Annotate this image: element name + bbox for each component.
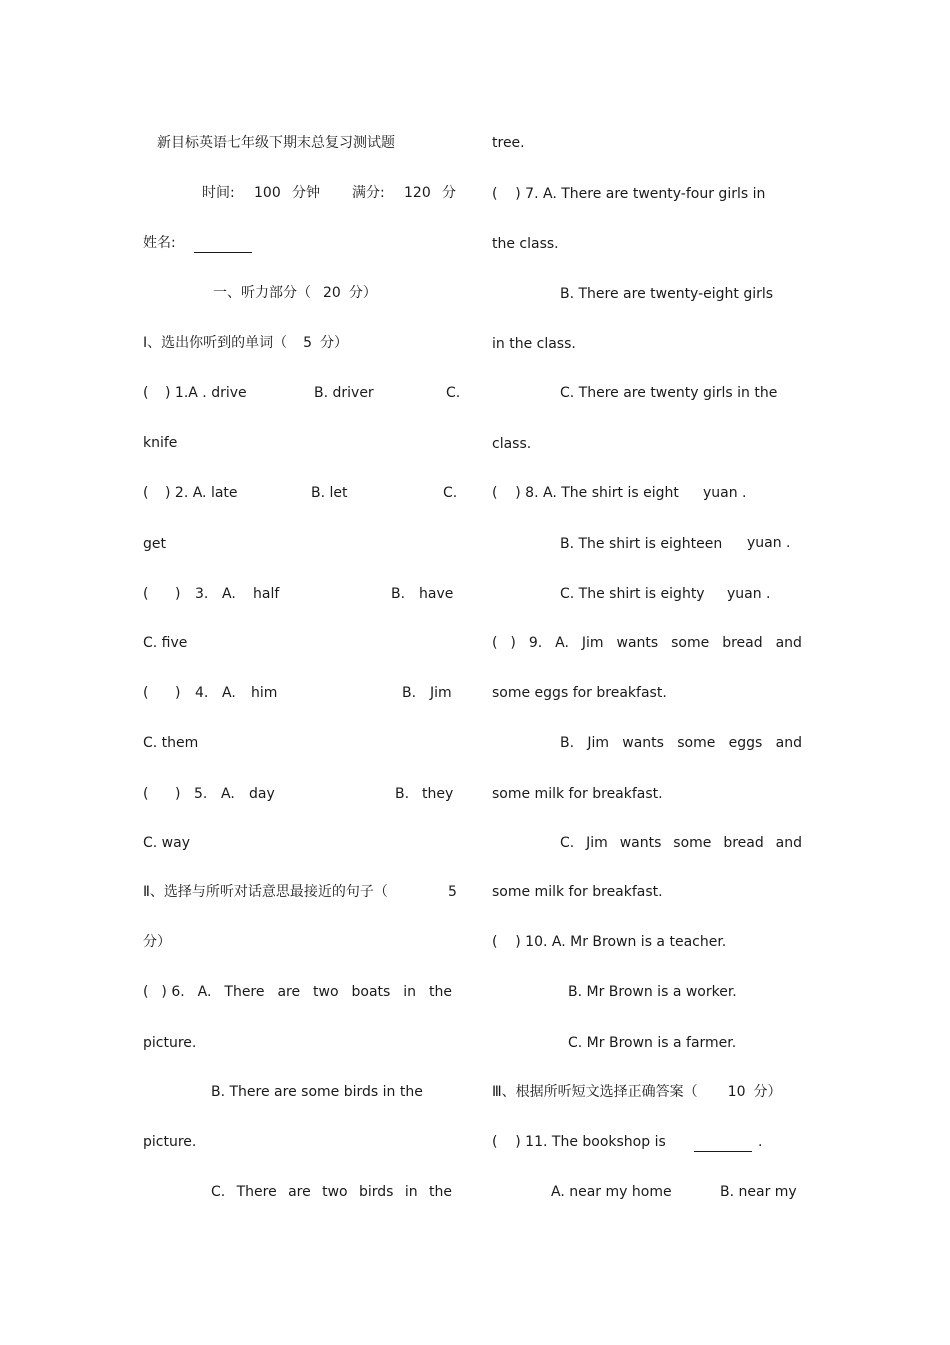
- q8-option-b: B. The shirt is eighteen: [560, 536, 723, 552]
- q3-a-word: half: [253, 586, 280, 602]
- q6-word: A.: [197, 984, 212, 1000]
- q5-num: 5.: [194, 786, 208, 802]
- q11-stem: ( ) 11. The bookshop is: [492, 1134, 666, 1150]
- q9-word: some: [677, 735, 716, 751]
- q11-answer-blank[interactable]: [694, 1133, 752, 1152]
- q8-option-c-yuan: yuan .: [727, 586, 771, 602]
- q6-word: are: [277, 984, 301, 1000]
- q6-word: the: [429, 984, 452, 1000]
- q3-a: A.: [222, 586, 236, 602]
- q6-option-c-cont: tree.: [492, 135, 525, 151]
- score-value: 120: [404, 185, 431, 201]
- q6-word: in: [404, 1184, 418, 1200]
- q4-option-c: C. them: [143, 735, 199, 751]
- q8-option-b-yuan: yuan .: [747, 535, 791, 551]
- q5-paren: (: [143, 786, 149, 802]
- q7-option-a-cont: the class.: [492, 236, 559, 252]
- q6-word: C.: [211, 1184, 226, 1200]
- score-label: 满分:: [352, 185, 385, 201]
- q9-word: Jim: [586, 835, 608, 851]
- q6-word: ) 6.: [161, 984, 185, 1000]
- q1-option-a: ) 1.A . drive: [165, 385, 247, 401]
- page-title: 新目标英语七年级下期末总复习测试题: [157, 135, 395, 151]
- q4-num: 4.: [195, 685, 209, 701]
- q9-word: Jim: [587, 735, 609, 751]
- q9-word: (: [492, 635, 498, 651]
- q5-close: ): [175, 786, 181, 802]
- q2-option-a: ) 2. A. late: [165, 485, 238, 501]
- q2-option-c: C.: [443, 485, 458, 501]
- q4-b: B.: [402, 685, 417, 701]
- q2-option-b: B. let: [311, 485, 348, 501]
- q7-option-b-cont: in the class.: [492, 336, 576, 352]
- q9-word: some: [673, 835, 712, 851]
- q9-word: C.: [560, 835, 575, 851]
- score-unit: 分: [442, 185, 456, 201]
- q9-option-a: [492, 634, 802, 652]
- q3-close: ): [175, 586, 181, 602]
- q9-word: wants: [619, 835, 662, 851]
- q8-option-a-yuan: yuan .: [703, 485, 747, 501]
- q5-a-word: day: [249, 786, 275, 802]
- q4-paren: (: [143, 685, 149, 701]
- q5-b: B.: [395, 786, 410, 802]
- q9-word: bread: [722, 635, 763, 651]
- q6-word: in: [403, 984, 417, 1000]
- q6-word: two: [322, 1184, 348, 1200]
- q6-option-b: B. There are some birds in the: [211, 1084, 423, 1100]
- q6-word: two: [313, 984, 339, 1000]
- q3-option-c: C. five: [143, 635, 188, 651]
- q3-paren: (: [143, 586, 149, 602]
- q6-word: There: [224, 984, 265, 1000]
- section-part2: Ⅱ、选择与所听对话意思最接近的句子（: [143, 884, 388, 900]
- q6-word: There: [236, 1184, 277, 1200]
- q4-b-word: Jim: [430, 685, 452, 701]
- q9-word: some: [671, 635, 710, 651]
- q9-word: 9.: [528, 635, 543, 651]
- q4-a: A.: [222, 685, 236, 701]
- q9-word: eggs: [728, 735, 763, 751]
- q6-option-c: [211, 1183, 452, 1201]
- q3-b: B.: [391, 586, 406, 602]
- section-listening: 一、听力部分（ 20 分）: [213, 285, 377, 301]
- q7-option-c: C. There are twenty girls in the: [560, 385, 778, 401]
- q9-word: B.: [560, 735, 575, 751]
- q11-stem-end: .: [758, 1134, 763, 1150]
- q3-num: 3.: [195, 586, 209, 602]
- q1-paren: (: [143, 385, 149, 401]
- q9-option-b: [560, 734, 802, 752]
- q7-option-c-cont: class.: [492, 436, 532, 452]
- section-part2-points: 5: [448, 884, 457, 900]
- q9-word: ): [510, 635, 516, 651]
- q11-option-b: B. near my: [720, 1184, 797, 1200]
- q1-option-c: C.: [446, 385, 461, 401]
- q6-option-a-cont: picture.: [143, 1035, 197, 1051]
- q11-option-a: A. near my home: [551, 1184, 672, 1200]
- q9-word: wants: [622, 735, 664, 751]
- q4-close: ): [175, 685, 181, 701]
- q9-word: and: [775, 635, 802, 651]
- q9-option-a-cont: some eggs for breakfast.: [492, 685, 667, 701]
- q9-word: Jim: [581, 635, 604, 651]
- q10-option-b: B. Mr Brown is a worker.: [568, 984, 737, 1000]
- section-part2-tail: 分）: [143, 934, 171, 950]
- q10-option-c: C. Mr Brown is a farmer.: [568, 1035, 737, 1051]
- q2-paren: (: [143, 485, 149, 501]
- q3-b-word: have: [419, 586, 454, 602]
- q6-word: are: [288, 1184, 311, 1200]
- q9-word: and: [775, 735, 802, 751]
- q8-option-a: ( ) 8. A. The shirt is eight: [492, 485, 679, 501]
- section-part3: Ⅲ、根据所听短文选择正确答案（ 10 分）: [492, 1084, 782, 1100]
- q6-word: boats: [351, 984, 391, 1000]
- name-label: 姓名:: [143, 235, 176, 251]
- q8-option-c: C. The shirt is eighty: [560, 586, 705, 602]
- time-value: 100: [254, 185, 281, 201]
- q4-a-word: him: [251, 685, 278, 701]
- q9-option-b-cont: some milk for breakfast.: [492, 786, 663, 802]
- q1-option-c-cont: knife: [143, 435, 178, 451]
- q7-option-a: ( ) 7. A. There are twenty-four girls in: [492, 186, 766, 202]
- q1-option-b: B. driver: [314, 385, 374, 401]
- q6-word: birds: [359, 1184, 394, 1200]
- q6-word: (: [143, 984, 149, 1000]
- time-unit: 分钟: [292, 185, 320, 201]
- q9-option-c: [560, 834, 802, 852]
- q10-option-a: ( ) 10. A. Mr Brown is a teacher.: [492, 934, 727, 950]
- q9-word: and: [775, 835, 802, 851]
- q5-a: A.: [221, 786, 235, 802]
- q6-word: the: [428, 1184, 452, 1200]
- name-blank[interactable]: [194, 234, 252, 253]
- q5-b-word: they: [422, 786, 454, 802]
- q2-option-c-cont: get: [143, 536, 166, 552]
- q7-option-b: B. There are twenty-eight girls: [560, 286, 774, 302]
- q9-word: wants: [616, 635, 659, 651]
- q9-option-c-cont: some milk for breakfast.: [492, 884, 663, 900]
- q5-option-c: C. way: [143, 835, 190, 851]
- q6-option-b-cont: picture.: [143, 1134, 197, 1150]
- q6-option-a: [143, 983, 452, 1001]
- section-part1: Ⅰ、选出你听到的单词（ 5 分）: [143, 335, 349, 351]
- time-label: 时间:: [202, 185, 235, 201]
- q9-word: A.: [555, 635, 569, 651]
- q9-word: bread: [723, 835, 764, 851]
